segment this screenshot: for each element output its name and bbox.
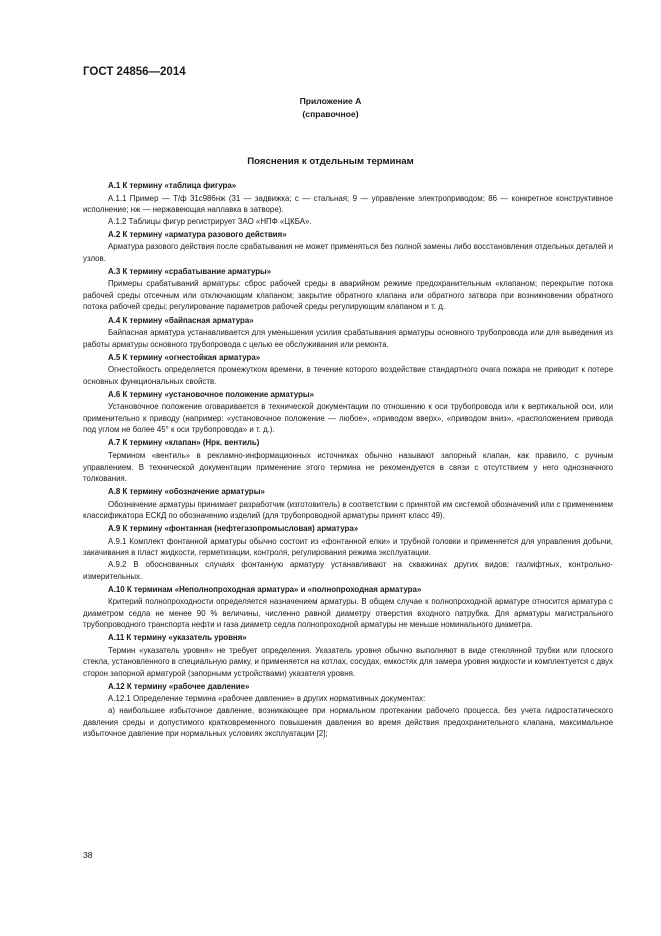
term-heading: А.11 К термину «указатель уровня» [108, 633, 247, 643]
term-heading: А.12 К термину «рабочее давление» [108, 681, 250, 691]
term-heading: А.4 К термину «байпасная арматура» [108, 315, 254, 325]
paragraph: Примеры срабатываний арматуры: сброс рабочей среды в аварийном режиме предохранительным «клапаном; перекрытие потока рабочей среды отсечным или отключающим клапаном; закрытие обратного клапана или обратного затвора при возникновении обратного потока рабочей среды; регулирование параметров рабочей среды регулирующим клапаном и т. д. [83, 279, 613, 312]
paragraph: Байпасная арматура устанавливается для уменьшения усилия срабатывания арматуры основного трубопровода или для выведения из работы арматуры основного трубопровода с целью ее обслуживания или ремонта. [83, 328, 613, 349]
paragraph: Критерий полнопроходности определяется назначением арматуры. В общем случае к полнопроходной арматуре относится арматура с диаметром седла не менее 90 % величины, численно равной диаметру отверстия входного патрубка. Для арматуры магистрального трубопроводного транспорта нефти и газа диаметр седла полнопроходной арматуры не меньше номинального диаметра. [83, 597, 613, 630]
term-heading: А.2 К термину «арматура разового действия» [108, 229, 287, 239]
page-number: 38 [83, 850, 93, 860]
term-heading: А.10 К терминам «Неполнопроходная арматура» и «полнопроходная арматура» [108, 584, 422, 594]
term-heading: А.8 К термину «обозначение арматуры» [108, 487, 265, 497]
paragraph: Обозначение арматуры принимает разработчик (изготовитель) в соответствии с принятой им системой обозначений или с применением классификатора ЕСКД по обозначению изделий (для трубопроводной арматуры принят класс 49). [83, 499, 613, 521]
term-heading: А.6 К термину «установочное положение арматуры» [108, 389, 315, 399]
paragraph: А.1.1 Пример — Т/ф 31с986нж (31 — задвижка; с — стальная; 9 — управление электроприводом; 86 — конкретное конструктивное исполнение; нж — нержавеющая наплавка в затворе). [83, 193, 613, 215]
document-body [83, 180, 613, 740]
paragraph: Термином «вентиль» в рекламно-информационных источниках обычно называют запорный клапан, как правило, с ручным управлением. В технической документации применение этого термина не рекомендуется в связи с отсутствием у него однозначного толкования. [83, 451, 613, 484]
paragraph: Огнестойкость определяется промежутком времени, в течение которого воздействие стандартного очага пожара не приводит к потере основных функциональных свойств. [83, 365, 613, 386]
paragraph: Термин «указатель уровня» не требует определения. Указатель уровня обычно выполняют в виде стеклянной трубки или плоского стекла, установленного в специальную рамку, и применяется на котлах, сосудах, емкостях для замера уровня жидкости и комплектуется с двух сторон запорной арматурой (запорными устройствами) указателя уровня. [83, 645, 613, 678]
paragraph: А.12.1 Определение термина «рабочее давление» в других нормативных документах: [108, 694, 426, 704]
appendix-subtitle: (справочное) [302, 109, 359, 119]
standard-code: ГОСТ 24856—2014 [83, 66, 186, 78]
term-heading: А.5 К термину «огнестойкая арматура» [108, 352, 261, 362]
term-heading: А.1 К термину «таблица фигура» [108, 181, 237, 190]
term-heading: А.7 К термину «клапан» (Нрк. вентиль) [108, 438, 260, 448]
term-heading: А.3 К термину «срабатывание арматуры» [108, 266, 272, 276]
section-title: Пояснения к отдельным терминам [247, 156, 414, 167]
paragraph: Арматура разового действия после срабатывания не может применяться без полной замены либо восстановления отдельных деталей и узлов. [83, 242, 613, 263]
paragraph: а) наибольшее избыточное давление, возникающее при нормальном протекании рабочего процесса, без учета гидростатического давления среды и допустимого кратковременного повышения давления во время действия предохранительного клапана, максимальное избыточное давление при нормальных условиях эксплуатации [2]; [83, 706, 613, 739]
paragraph: Установочное положение оговаривается в технической документации по отношению к оси трубопровода или к вертикальной оси, или применительно к приводу (например: «установочное положение — любое», «приводом вверх», «приводом вниз», «расположением привода под углом не более 45° к оси трубопровода» и т. д.). [83, 402, 613, 435]
paragraph: А.9.2 В обоснованных случаях фонтанную арматуру устанавливают на скважинах других видов: газлифтных, контрольно-измерительных. [83, 559, 613, 581]
paragraph: А.1.2 Таблицы фигур регистрирует ЗАО «НПФ «ЦКБА». [108, 216, 312, 226]
appendix-title: Приложение А [299, 96, 362, 106]
term-heading: А.9 К термину «фонтанная (нефтегазопромысловая) арматура» [108, 524, 359, 534]
paragraph: А.9.1 Комплект фонтанной арматуры обычно состоит из «фонтанной елки» и трубной головки и применяется для управления добычи, закачивания в пласт жидкости, герметизации, контроля, регулирования режима эксплуатации. [83, 536, 613, 558]
